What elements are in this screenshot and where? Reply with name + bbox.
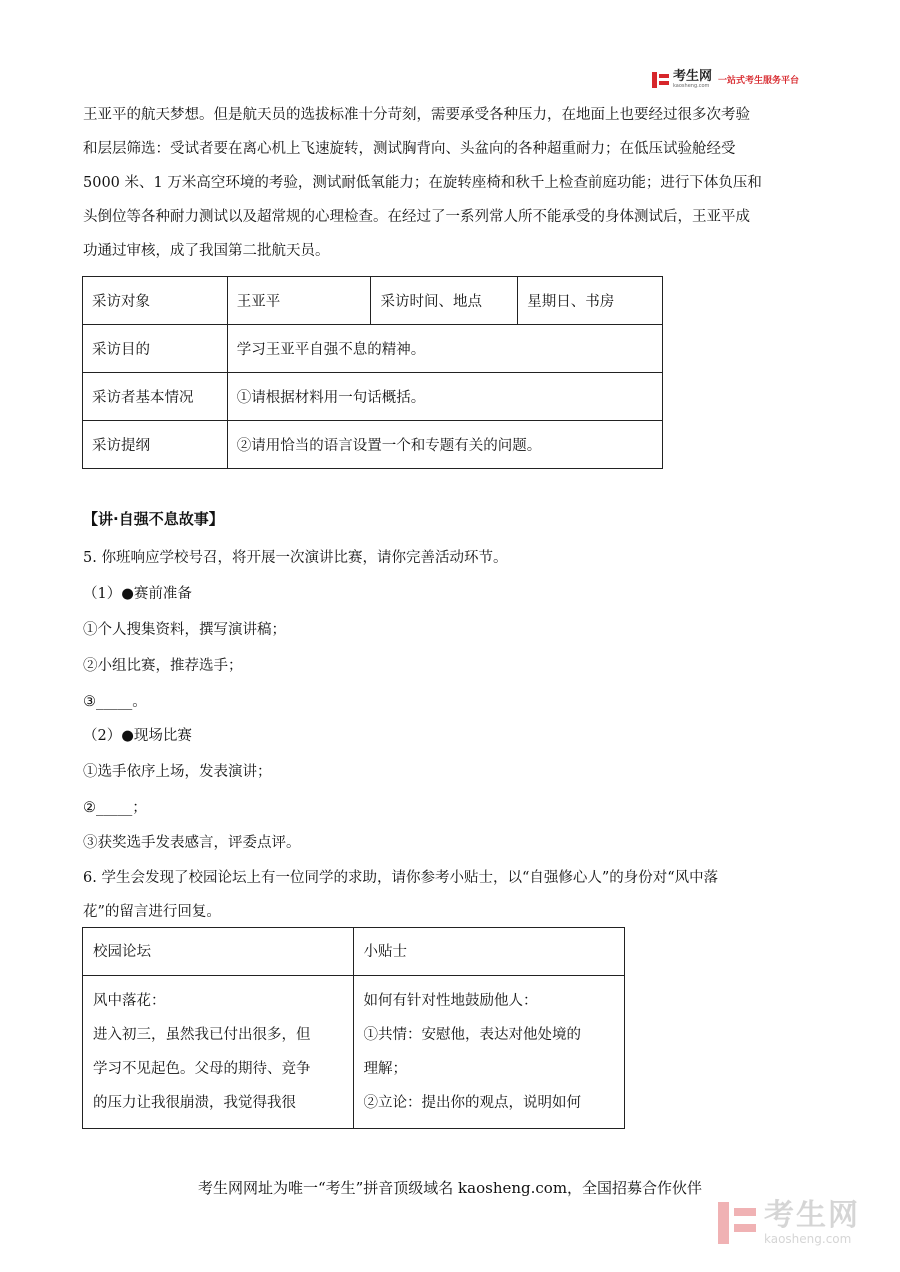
- q6-stem-line: 6. 学生会发现了校园论坛上有一位同学的求助，请你参考小贴士，以“自强修心人”的身份对“风中落: [83, 870, 719, 886]
- table-cell: 王亚平: [227, 277, 371, 325]
- paragraph-line: 头倒位等各种耐力测试以及超常规的心理检查。在经过了一系列常人所不能承受的身体测试后，王亚平成: [83, 209, 750, 225]
- tips-cell: [353, 976, 625, 1129]
- q5-part2-title: （2）●现场比赛: [83, 728, 192, 744]
- table-cell: 采访时间、地点: [371, 277, 518, 325]
- q5-part2-item: ①选手依序上场，发表演讲；: [83, 764, 272, 780]
- table-row: [83, 421, 663, 469]
- q5-part2-blank: ②_____；: [83, 800, 147, 816]
- forum-post-line: 学习不见起色。父母的期待、竞争: [93, 1061, 311, 1077]
- table-row: [83, 976, 625, 1129]
- table-row: [83, 373, 663, 421]
- tips-line: 如何有针对性地鼓励他人：: [363, 993, 538, 1009]
- q5-part2-item: ③获奖选手发表感言，评委点评。: [83, 835, 301, 851]
- table-row: [83, 277, 663, 325]
- forum-post-line: 的压力让我很崩溃，我觉得我很: [93, 1095, 296, 1111]
- table-cell: ①请根据材料用一句话概括。: [227, 373, 662, 421]
- q5-part1-item: ②小组比赛，推荐选手；: [83, 658, 243, 674]
- logo-icon: [652, 71, 670, 89]
- watermark-icon: [718, 1200, 758, 1246]
- header-logo: [652, 70, 799, 89]
- q5-part1-title: （1）●赛前准备: [83, 586, 192, 602]
- intro-paragraph: [83, 98, 818, 268]
- section-heading: 【讲·自强不息故事】: [83, 510, 224, 528]
- watermark-domain: kaosheng.com: [764, 1232, 852, 1246]
- forum-table: [82, 927, 625, 1129]
- table-cell: 学习王亚平自强不息的精神。: [227, 325, 662, 373]
- interview-table: [82, 276, 663, 469]
- table-cell: 采访者基本情况: [83, 373, 228, 421]
- paragraph-line: 和层层筛选：受试者要在离心机上飞速旋转，测试胸背向、头盆向的各种超重耐力；在低压试验舱经受: [83, 141, 736, 157]
- forum-post-cell: [83, 976, 354, 1129]
- tips-line: 理解；: [363, 1061, 407, 1077]
- logo-name: 考生网: [673, 69, 713, 84]
- page-footer: 考生网网址为唯一“考生”拼音顶级域名 kaosheng.com，全国招募合作伙伴: [197, 1179, 703, 1197]
- table-cell: 采访对象: [83, 277, 228, 325]
- paragraph-line: 功通过审核，成了我国第二批航天员。: [83, 243, 330, 259]
- logo-domain: kaosheng.com: [673, 83, 710, 89]
- forum-post-line: 进入初三，虽然我已付出很多，但: [93, 1027, 311, 1043]
- q5-stem: 5. 你班响应学校号召，将开展一次演讲比赛，请你完善活动环节。: [83, 550, 508, 566]
- tips-line: ①共情：安慰他，表达对他处境的: [363, 1027, 581, 1043]
- table-cell: ②请用恰当的语言设置一个和专题有关的问题。: [227, 421, 662, 469]
- table-cell: 星期日、书房: [518, 277, 663, 325]
- paragraph-line: 5000 米、1 万米高空环境的考验，测试耐低氧能力；在旋转座椅和秋千上检查前庭功能；进行下体负压和: [83, 175, 762, 191]
- watermark-logo: [718, 1200, 860, 1246]
- table-header-cell: 小贴士: [353, 928, 625, 976]
- q5-part1-item: ①个人搜集资料，撰写演讲稿；: [83, 622, 286, 638]
- q5-part1-blank: ③_____。: [83, 694, 147, 710]
- forum-post-line: 风中落花：: [93, 993, 166, 1009]
- table-header-row: [83, 928, 625, 976]
- table-cell: 采访提纲: [83, 421, 228, 469]
- table-cell: 采访目的: [83, 325, 228, 373]
- table-header-cell: 校园论坛: [83, 928, 354, 976]
- tips-line: ②立论：提出你的观点，说明如何: [363, 1095, 581, 1111]
- table-row: [83, 325, 663, 373]
- paragraph-line: 王亚平的航天梦想。但是航天员的选拔标准十分苛刻，需要承受各种压力，在地面上也要经过很多次考验: [83, 107, 750, 123]
- logo-slogan: 一站式考生服务平台: [718, 76, 800, 86]
- watermark-name: 考生网: [764, 1198, 860, 1233]
- q6-stem-line: 花”的留言进行回复。: [83, 904, 221, 920]
